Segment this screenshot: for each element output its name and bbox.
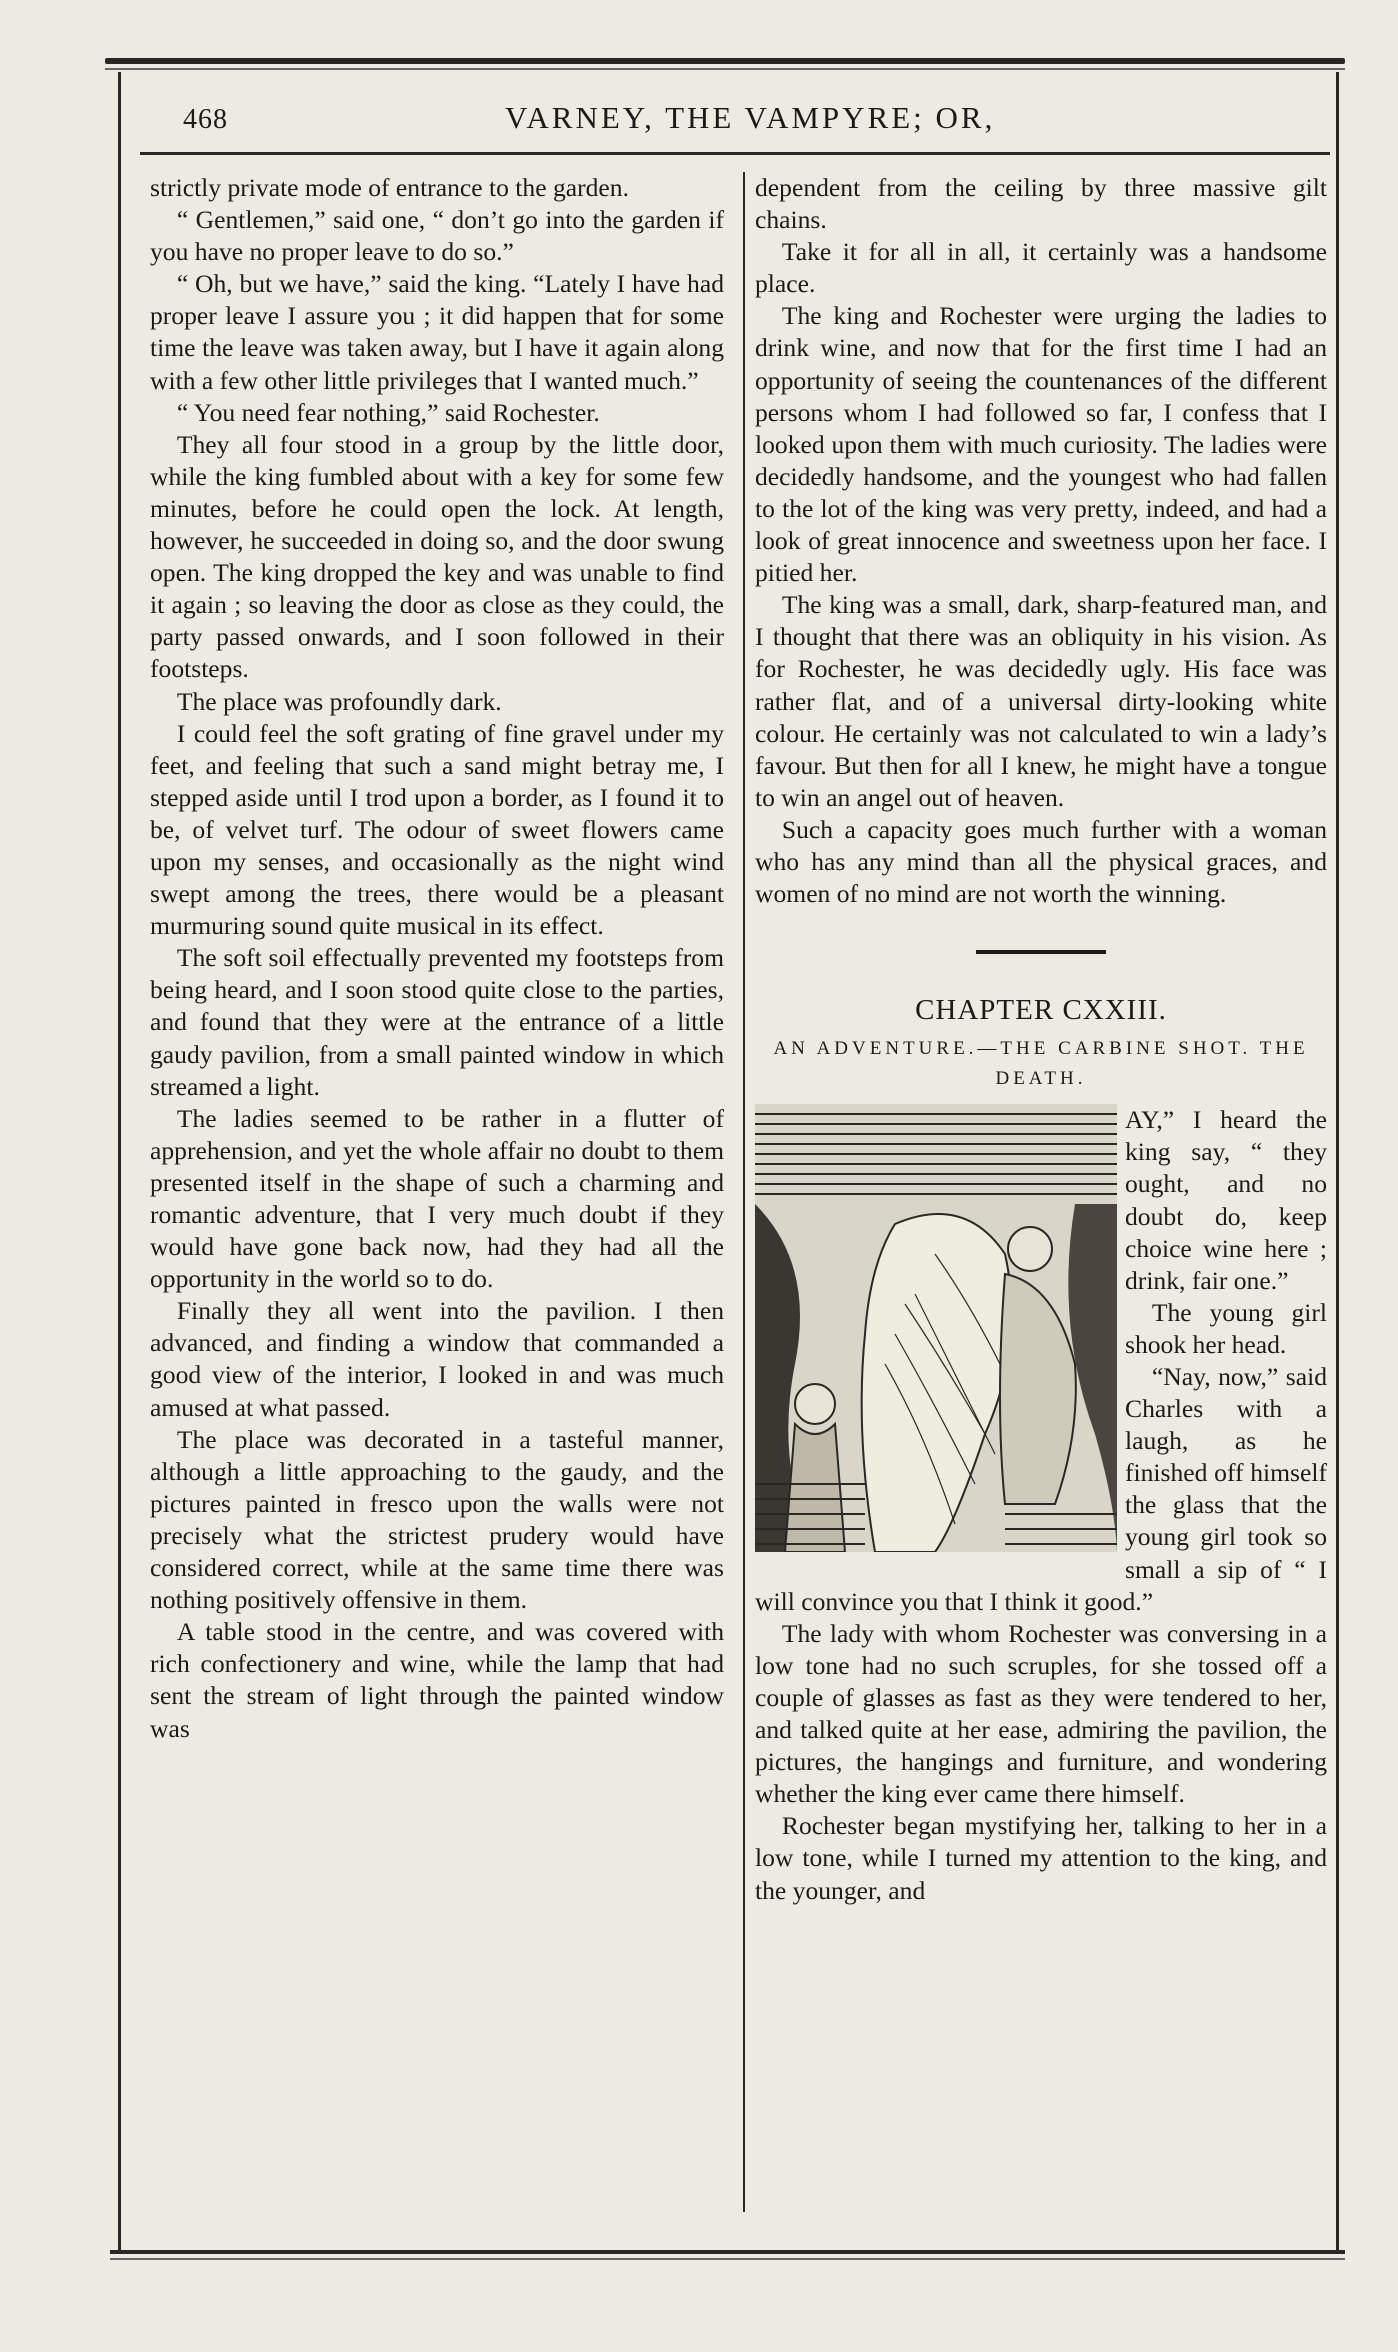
- paragraph: Finally they all went into the pavilion. I then advanced, and finding a window that commanded a good view of the interior, I looked in and was much amused at what passed.: [150, 1296, 724, 1422]
- paragraph: “ Oh, but we have,” said the king. “Lately I have had proper leave I assure you ; it did happen that for some time the leave was taken away, but I have it again along with a few other little privileges that I wanted much.”: [150, 269, 724, 395]
- paragraph: The young girl shook her head.: [1125, 1297, 1327, 1359]
- top-border-rule: [105, 58, 1345, 64]
- paragraph: strictly private mode of entrance to the garden.: [150, 173, 629, 202]
- header-rule: [140, 152, 1330, 155]
- paragraph: The place was profoundly dark.: [176, 686, 502, 716]
- paragraph: The place was decorated in a tasteful manner, although a little approaching to the gaudy, and the pictures painted in fresco upon the walls were not precisely what the strictest prudery would have considered correct, while at the same time there was nothing positively offensive in them.: [150, 1424, 724, 1615]
- bottom-border-rule-thin: [110, 2258, 1345, 2260]
- paragraph: I could feel the soft grating of fine gravel under my feet, and feeling that such a sand might betray me, I stepped aside until I trod upon a border, as I found it to be, of velvet turf. The odour of sweet flowers came upon my senses, and occasionally as the night wind swept among the trees, there would be a pleasant murmuring sound quite musical in its effect.: [150, 718, 724, 941]
- paragraph: dependent from the ceiling by three massive gilt chains.: [755, 173, 1327, 235]
- paragraph: Such a capacity goes much further with a woman who has any mind than all the physical graces, and women of no mind are not worth the winning.: [755, 814, 1327, 909]
- paragraph: Rochester began mystifying her, talking to her in a low tone, while I turned my attention to the king, and the younger, and: [755, 1811, 1327, 1905]
- paragraph: They all four stood in a group by the little door, while the king fumbled about with a key for some few minutes, before he could open the lock. At length, however, he succeeded in doing so, and the door swung open. The king dropped the key and was unable to find it again ; so leaving the door as close as they could, the party passed onwards, and I soon followed in their footsteps.: [150, 429, 724, 684]
- paragraph: The lady with whom Rochester was conversing in a low tone had no such scruples, for she tossed off a couple of glasses as fast as they were tendered to her, and talked quite at her ease, admiring the pavilion, the pictures, the hangings and furniture, and wondering whether the king ever came there himself.: [755, 1618, 1327, 1809]
- running-title: VARNEY, THE VAMPYRE; OR,: [505, 100, 996, 135]
- left-column: [150, 172, 724, 1745]
- paragraph: “ You need fear nothing,” said Rochester.: [176, 397, 600, 427]
- column-divider: [743, 172, 745, 2212]
- paragraph: “ Gentlemen,” said one, “ don’t go into the garden if you have no proper leave to do so.”: [150, 205, 724, 267]
- chapter-subtitle: AN ADVENTURE.—THE CARBINE SHOT. THE DEATH.: [773, 1038, 1309, 1090]
- top-border-rule-thin: [105, 68, 1345, 70]
- paragraph: The soft soil effectually prevented my footsteps from being heard, and I soon stood quite close to the parties, and found that they were at the entrance of a little gaudy pavilion, from a small painted window in which streamed a light.: [150, 943, 724, 1101]
- paragraph: The king was a small, dark, sharp-featured man, and I thought that there was an obliquity in his vision. As for Rochester, he was decidedly ugly. His face was rather flat, and of a universal dirty-looking white colour. He certainly was not calculated to win a lady’s favour. But then for all I knew, he might have a tongue to win an angel out of heaven.: [755, 590, 1327, 812]
- paragraph: A table stood in the centre, and was covered with rich confectionery and wine, while the lamp that had sent the stream of light through the painted window was: [150, 1617, 724, 1743]
- paragraph: “Nay, now,” said Charles with a laugh, as he finished off himself the glass that the young girl took so small a sip of “ I will convince you that I think it good.”: [755, 1362, 1327, 1616]
- right-frame-rule: [1336, 72, 1339, 2252]
- bottom-border-rule: [110, 2250, 1345, 2254]
- paragraph: Take it for all in all, it certainly was a handsome place.: [755, 237, 1327, 299]
- page-number: 468: [183, 104, 228, 135]
- chapter-title: CHAPTER CXXIII.: [915, 994, 1167, 1027]
- paragraph: The king and Rochester were urging the ladies to drink wine, and now that for the first time I had an opportunity of seeing the countenances of the different persons whom I had followed so far, I confess that I looked upon them with much curiosity. The ladies were decidedly handsome, and the youngest who had fallen to the lot of the king was very pretty, indeed, and had a look of great innocence and sweetness upon her face. I pitied her.: [755, 301, 1327, 588]
- paragraph: AY,” I heard the king say, “ they ought, and no doubt do, keep choice wine here ; drink, fair one.”: [1125, 1105, 1327, 1295]
- chapter-ornament-rule: [976, 950, 1106, 954]
- right-column: [755, 172, 1327, 1907]
- left-frame-rule: [118, 72, 121, 2252]
- paragraph: The ladies seemed to be rather in a flutter of apprehension, and yet the whole affair no doubt to them presented itself in the shape of such a charming and romantic adventure, that I very much doubt if they would have gone back now, had they had all the opportunity in the world so to do.: [150, 1103, 724, 1294]
- woodcut-illustration: [755, 1104, 1117, 1552]
